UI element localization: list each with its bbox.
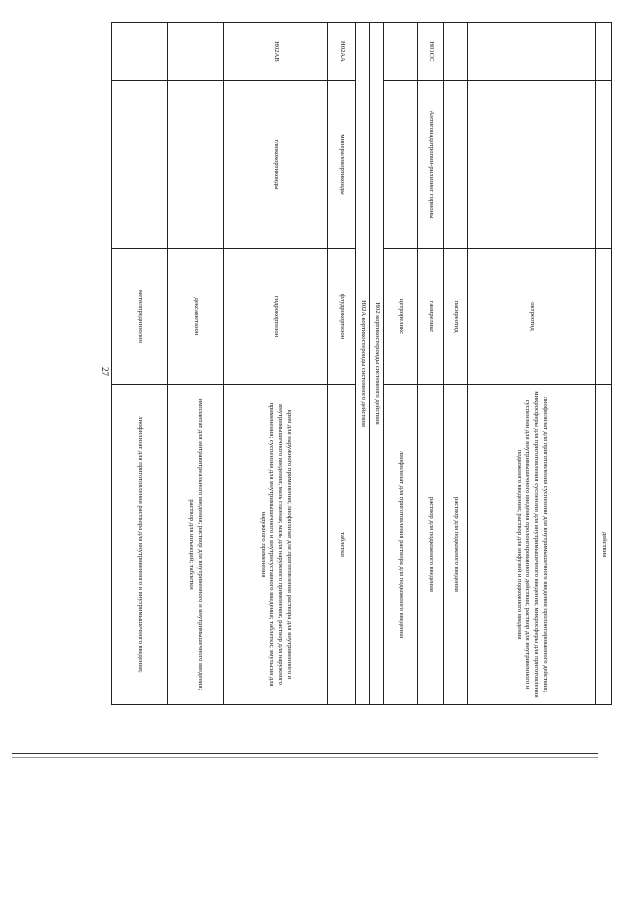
- cell-name: пасиреотид: [444, 249, 468, 385]
- table-row: [596, 23, 612, 705]
- section-row: [370, 23, 384, 705]
- table-row: [468, 23, 596, 705]
- drug-table: [111, 22, 612, 705]
- cell-code: [596, 23, 612, 81]
- cell-form: таблетки: [328, 385, 356, 705]
- table-row: [384, 23, 418, 705]
- cell-name: дексаметазон: [168, 249, 224, 385]
- cell-group: [596, 81, 612, 249]
- cell-form: раствор для подкожного введения: [418, 385, 444, 705]
- cell-group: [468, 81, 596, 249]
- cell-group: глюкокортикоиды: [224, 81, 328, 249]
- table-row: [328, 23, 356, 705]
- cell-header-form: действия: [596, 385, 612, 705]
- cell-code: [168, 23, 224, 81]
- cell-group: [168, 81, 224, 249]
- cell-name: метилпреднизолон: [112, 249, 168, 385]
- section-h02a: H02A кортикостероиды системного действия: [356, 23, 370, 705]
- rotated-table-wrapper: [112, 22, 612, 704]
- page-divider: [12, 753, 598, 754]
- cell-code: H01CC: [418, 23, 444, 81]
- cell-form: имплантат для интравитреального введения; раствор для внутривенного и внутримышечного введения; раствор для инъекций; таблетки: [168, 385, 224, 705]
- cell-name: флудрокортизон: [328, 249, 356, 385]
- cell-name: цетрореликс: [384, 249, 418, 385]
- cell-code: [444, 23, 468, 81]
- cell-name: [596, 249, 612, 385]
- cell-group: [444, 81, 468, 249]
- page-divider-thin: [12, 757, 598, 758]
- cell-name: гидрокортизон: [224, 249, 328, 385]
- cell-group: [384, 81, 418, 249]
- cell-group: минералокортикоиды: [328, 81, 356, 249]
- cell-name: октреотид: [468, 249, 596, 385]
- cell-code: [112, 23, 168, 81]
- table-row: [444, 23, 468, 705]
- cell-form: лиофилизат для приготовления суспензии для внутримышечного введения пролонгированного действия; микросферы для приготовления суспензии для внутримышечного введения; микросферы для приготовления суспензии для внутримышечного введения пролонгированного действия; раствор для внутривенного и подкожного введения; раствор для инфузий и подкожного введения: [468, 385, 596, 705]
- table-row: [112, 23, 168, 705]
- cell-code: H02AA: [328, 23, 356, 81]
- cell-group: [112, 81, 168, 249]
- page-number: 27: [100, 367, 110, 376]
- table-row: [418, 23, 444, 705]
- section-h02: H02 кортикостероиды системного действия: [370, 23, 384, 705]
- cell-code: H02AB: [224, 23, 328, 81]
- cell-form: лиофилизат для приготовления раствора для подкожного введения: [384, 385, 418, 705]
- cell-form: раствор для подкожного введения: [444, 385, 468, 705]
- table-row: [168, 23, 224, 705]
- cell-group: Антигонадотропин-рилизинг гормоны: [418, 81, 444, 249]
- cell-code: [384, 23, 418, 81]
- cell-form: лиофилизат для приготовления раствора для внутривенного и внутримышечного введения;: [112, 385, 168, 705]
- table-row: [224, 23, 328, 705]
- cell-form: крем для наружного применения; лиофилизат для приготовления раствора для внутривенного и внутримышечного введения; мазь глазная; мазь для наружного применения; раствор для наружного применения; суспензия для внутримышечного и внутрисуставного введения; таблетки; эмульсия для наружного применения: [224, 385, 328, 705]
- section-row: [356, 23, 370, 705]
- cell-name: ганиреликс: [418, 249, 444, 385]
- cell-code: [468, 23, 596, 81]
